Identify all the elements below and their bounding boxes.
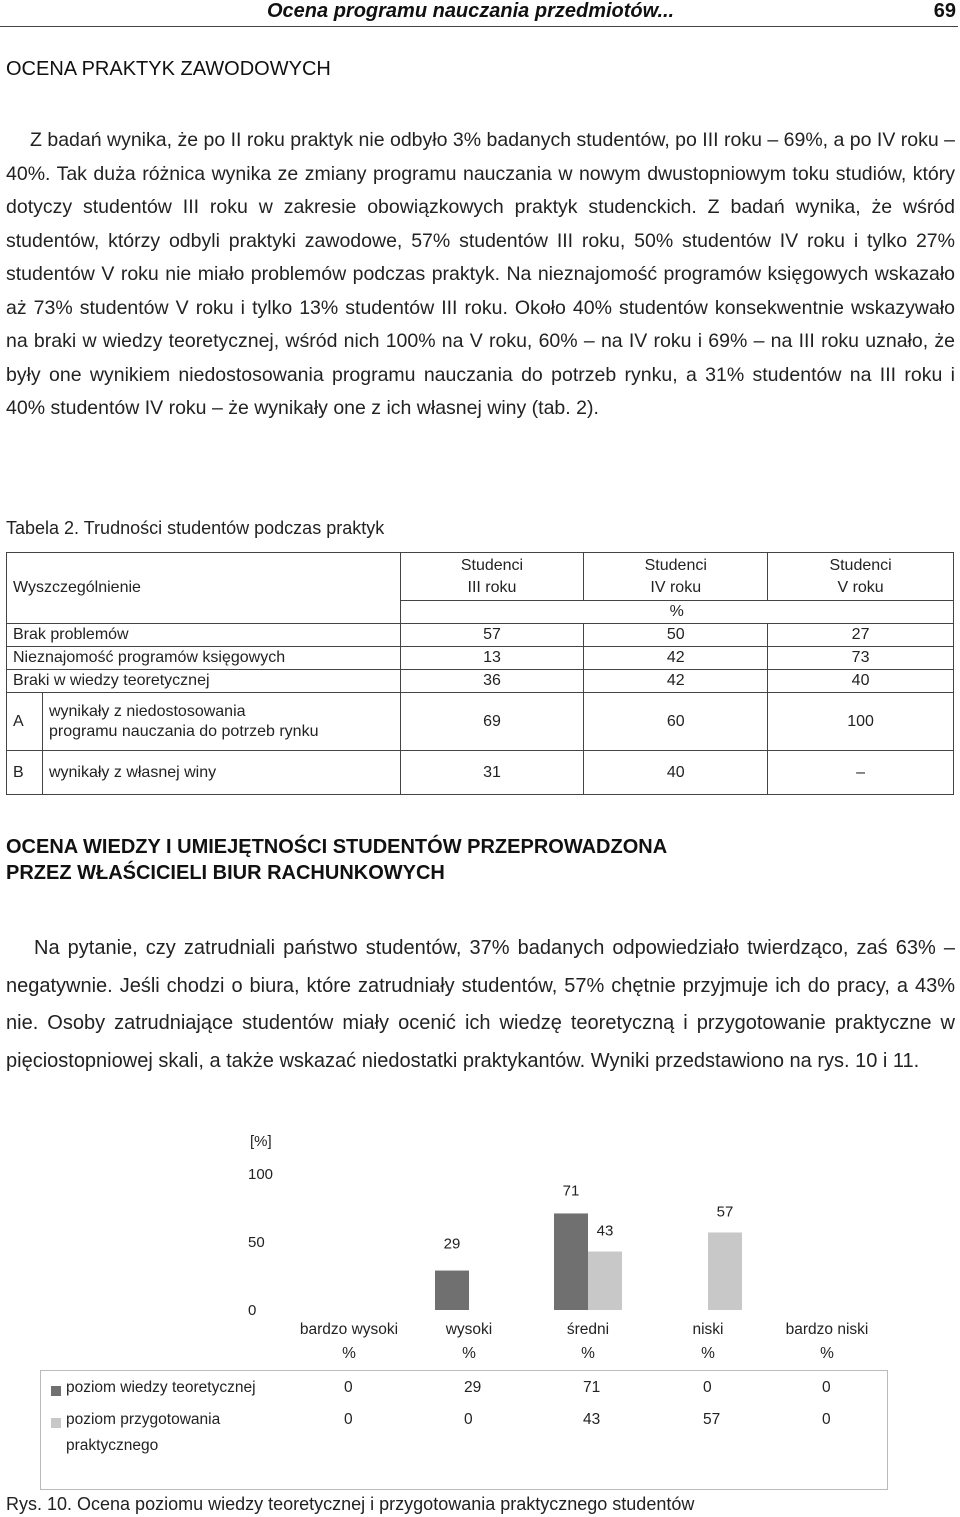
y-tick-label: 50 xyxy=(248,1234,265,1251)
legend-label-practice-line2: praktycznego xyxy=(66,1437,159,1454)
row-value: 40 xyxy=(584,751,768,795)
row-value: 42 xyxy=(584,647,768,670)
row-value: 42 xyxy=(584,670,768,693)
legend-value: 0 xyxy=(464,1411,473,1428)
legend-label-practice-line1: poziom przygotowania xyxy=(66,1411,221,1428)
row-value: 40 xyxy=(768,670,954,693)
bar-chart xyxy=(0,1120,960,1370)
row-value: 27 xyxy=(768,624,954,647)
legend-swatch-theory xyxy=(51,1386,61,1396)
legend-value: 0 xyxy=(344,1379,353,1396)
row-value: 100 xyxy=(768,693,954,751)
section-heading-line2: PRZEZ WŁAŚCICIELI BIUR RACHUNKOWYCH xyxy=(6,862,445,884)
row-label: Braki w wiedzy teoretycznej xyxy=(7,670,401,693)
legend-value: 71 xyxy=(583,1379,601,1396)
row-label: Nieznajomość programów księgowych xyxy=(7,647,401,670)
y-axis-label: [%] xyxy=(250,1133,272,1150)
section-heading-line1: OCENA WIEDZY I UMIEJĘTNOŚCI STUDENTÓW PRZEPROWADZONA xyxy=(6,836,668,858)
row-label: Brak problemów xyxy=(7,624,401,647)
y-tick-label: 0 xyxy=(248,1302,257,1319)
legend-value: 0 xyxy=(344,1411,353,1428)
legend-swatch-practice xyxy=(51,1418,61,1428)
section1-paragraph: Z badań wynika, że po II roku praktyk nie odbyło 3% badanych studentów, po III roku – 69%, a po IV roku – 40%. Tak duża różnica wynika ze zmiany programu nauczania w nowym dwustopniowym toku studiów, który dotyczy studentów III roku w zakresie obowiązkowych praktyk studenckich. Z badań wynika, że wśród studentów, którzy odbyli praktyki zawodowe, 57% studentów III roku, 50% studentów IV roku i tylko 27% studentów V roku nie miało problemów podczas praktyk. Na nieznajomość programów księgowych wskazało aż 73% studentów V roku i tylko 13% studentów III roku. Około 40% studentów konsekwentnie wskazywało na braki w wiedzy teoretycznej, wśród nich 100% na V roku, 60% – na IV roku i 69% – na III roku uznało, że były one wynikiem niedostosowania programu nauczania do potrzeb rynku, a 31% studentów na III roku i 40% studentów IV roku – że wynikały one z ich własnej winy (tab. 2). xyxy=(6,129,955,419)
row-value: 57 xyxy=(400,624,584,647)
header-col-iii: Studenci III roku xyxy=(400,553,584,601)
bar-practice xyxy=(588,1252,622,1310)
table-subrow-b xyxy=(7,751,954,795)
row-value: 69 xyxy=(400,693,584,751)
row-value: 73 xyxy=(768,647,954,670)
subrow-label: wynikały z niedostosowania programu nauczania do potrzeb rynku xyxy=(42,693,400,751)
page-number: 69 xyxy=(933,0,956,22)
subrow-letter: B xyxy=(7,751,43,795)
page-header xyxy=(0,0,958,27)
subrow-label: wynikały z własnej winy xyxy=(42,751,400,795)
figure-caption: Rys. 10. Ocena poziomu wiedzy teoretycznej i przygotowania praktycznego studentów xyxy=(6,1494,695,1514)
x-tick-unit: % xyxy=(462,1345,476,1362)
bar-theory xyxy=(435,1271,469,1310)
x-tick-unit: % xyxy=(701,1345,715,1362)
section2-paragraph: Na pytanie, czy zatrudniali państwo studentów, 37% badanych odpowiedziało twierdząco, zaś 63% – negatywnie. Jeśli chodzi o biura, które zatrudniały studentów, 57% chętnie przyjmuje ich do pracy, a 43% nie. Osoby zatrudniające studentów miały ocenić ich wiedzę teoretyczną i przygotowanie praktyczne w pięciostopniowej skali, a także wskazać niedostatki praktykantów. Wyniki przedstawiono na rys. 10 i 11. xyxy=(6,937,955,1072)
x-tick-label: bardzo wysoki xyxy=(299,1321,399,1338)
header-col-iv: Studenci IV roku xyxy=(584,553,768,601)
y-tick-label: 100 xyxy=(248,1166,274,1183)
x-tick-unit: % xyxy=(342,1345,356,1362)
difficulties-table xyxy=(6,552,954,795)
header-wyszczegolnienie: Wyszczególnienie xyxy=(7,553,401,624)
legend-value: 0 xyxy=(822,1379,831,1396)
row-value: 31 xyxy=(400,751,584,795)
bar-theory xyxy=(554,1213,588,1310)
data-label-practice: 43 xyxy=(596,1222,614,1240)
legend-label-theory: poziom wiedzy teoretycznej xyxy=(66,1379,256,1396)
table-header-row xyxy=(7,553,954,601)
subrow-letter: A xyxy=(7,693,43,751)
unit-cell: % xyxy=(400,601,953,624)
legend-value: 0 xyxy=(703,1379,712,1396)
running-title: Ocena programu nauczania przedmiotów... xyxy=(267,0,675,22)
chart-data-table xyxy=(40,1370,888,1490)
x-tick-label: średni xyxy=(566,1321,610,1338)
x-tick-label: niski xyxy=(692,1321,724,1338)
table-caption: Tabela 2. Trudności studentów podczas praktyk xyxy=(6,518,385,538)
data-label-theory: 29 xyxy=(443,1235,461,1253)
legend-value: 0 xyxy=(822,1411,831,1428)
row-value: 50 xyxy=(584,624,768,647)
row-value: 13 xyxy=(400,647,584,670)
row-value: – xyxy=(768,751,954,795)
row-value: 60 xyxy=(584,693,768,751)
header-col-v: Studenci V roku xyxy=(768,553,954,601)
legend-value: 57 xyxy=(703,1411,721,1428)
table-subrow-a xyxy=(7,693,954,751)
table-row xyxy=(7,647,954,670)
legend-value: 29 xyxy=(464,1379,482,1396)
x-tick-label: wysoki xyxy=(445,1321,493,1338)
table-row xyxy=(7,624,954,647)
data-label-theory: 71 xyxy=(562,1182,580,1200)
legend-value: 43 xyxy=(583,1411,601,1428)
data-label-practice: 57 xyxy=(716,1203,734,1221)
section-heading-praktyki: OCENA PRAKTYK ZAWODOWYCH xyxy=(6,58,331,80)
bar-practice xyxy=(708,1232,742,1310)
x-tick-unit: % xyxy=(820,1345,834,1362)
x-tick-unit: % xyxy=(581,1345,595,1362)
x-tick-label: bardzo niski xyxy=(785,1321,869,1338)
row-value: 36 xyxy=(400,670,584,693)
table-row xyxy=(7,670,954,693)
